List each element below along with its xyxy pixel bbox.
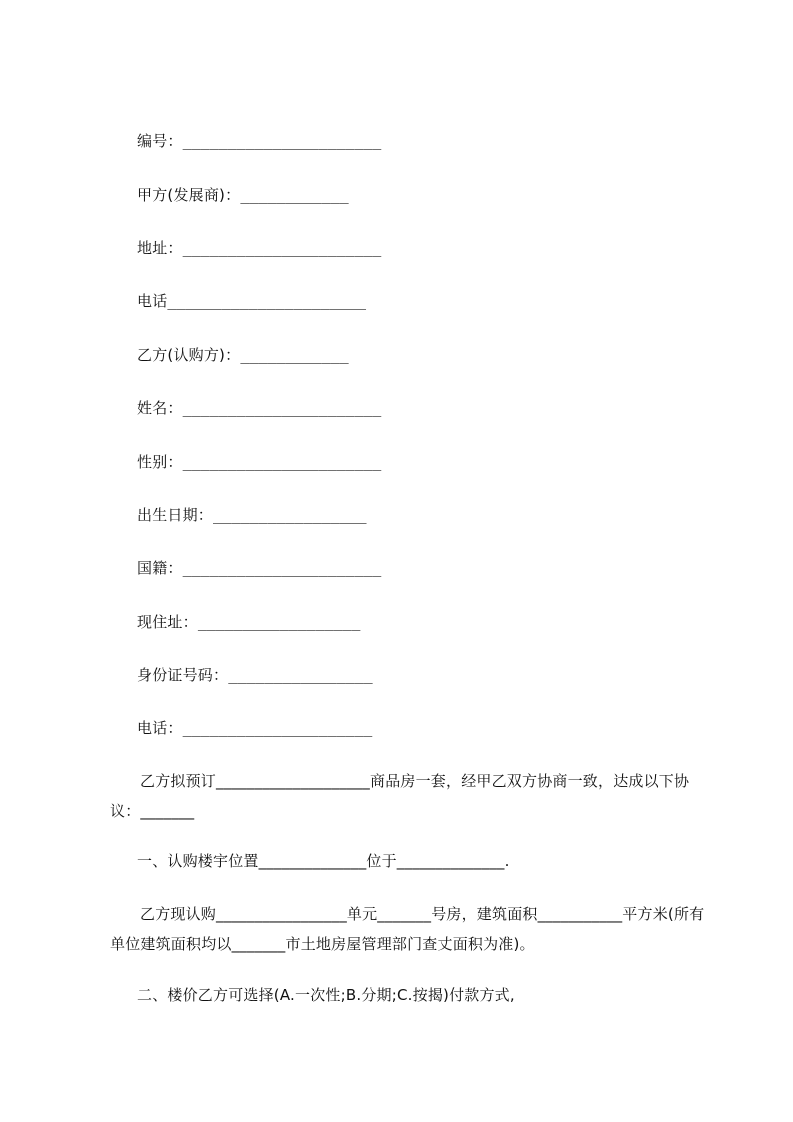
- field-party-b-blank[interactable]: ____________: [240, 346, 349, 364]
- field-name: [137, 398, 381, 418]
- field-id-number: [137, 665, 373, 685]
- field-address: [137, 238, 381, 258]
- field-phone-b-label: 电话：: [137, 719, 183, 737]
- field-name-label: 姓名：: [137, 399, 183, 417]
- field-id-number-blank[interactable]: ________________: [228, 666, 373, 684]
- intro-paragraph: 乙方拟预订____________________商品房一套，经甲乙双方协商一致，达成以下协议：_______: [110, 772, 690, 820]
- field-phone-a: [137, 291, 366, 311]
- field-birthdate-label: 出生日期：: [137, 506, 214, 524]
- field-gender-label: 性别：: [137, 453, 183, 471]
- field-party-a-label: 甲方(发展商)：: [137, 186, 241, 204]
- field-birthdate: [137, 505, 367, 525]
- field-party-a: [137, 185, 349, 205]
- field-name-blank[interactable]: ______________________: [182, 399, 382, 417]
- field-number-blank[interactable]: ______________________: [182, 132, 382, 150]
- section-1-body: 乙方现认购_________________单元_______号房，建筑面积___________平方米(所有单位建筑面积均以_______市土地房屋管理部门查丈面积为准)。: [110, 905, 705, 953]
- field-party-b-label: 乙方(认购方)：: [137, 346, 241, 364]
- field-current-address: [137, 612, 360, 632]
- field-number-label: 编号：: [137, 132, 183, 150]
- field-address-label: 地址：: [137, 239, 183, 257]
- field-gender: [137, 452, 381, 472]
- section-1-title: 一、认购楼宇位置______________位于______________.: [137, 852, 510, 870]
- section-2-title: 二、楼价乙方可选择(A.一次性;B.分期;C.按揭)付款方式,: [137, 986, 515, 1004]
- field-current-address-label: 现住址：: [137, 613, 198, 631]
- field-phone-a-label: 电话: [137, 292, 168, 310]
- field-gender-blank[interactable]: ______________________: [182, 453, 382, 471]
- field-id-number-label: 身份证号码：: [137, 666, 229, 684]
- field-phone-b-blank[interactable]: _____________________: [182, 719, 373, 737]
- field-phone-a-blank[interactable]: ______________________: [167, 292, 367, 310]
- field-nationality-blank[interactable]: ______________________: [182, 559, 382, 577]
- field-nationality: [137, 558, 381, 578]
- field-number: [137, 131, 381, 151]
- field-address-blank[interactable]: ______________________: [182, 239, 382, 257]
- field-current-address-blank[interactable]: __________________: [197, 613, 361, 631]
- field-nationality-label: 国籍：: [137, 559, 183, 577]
- field-party-a-blank[interactable]: ____________: [240, 186, 349, 204]
- field-birthdate-blank[interactable]: _________________: [213, 506, 367, 524]
- field-party-b: [137, 345, 349, 365]
- field-phone-b: [137, 718, 372, 738]
